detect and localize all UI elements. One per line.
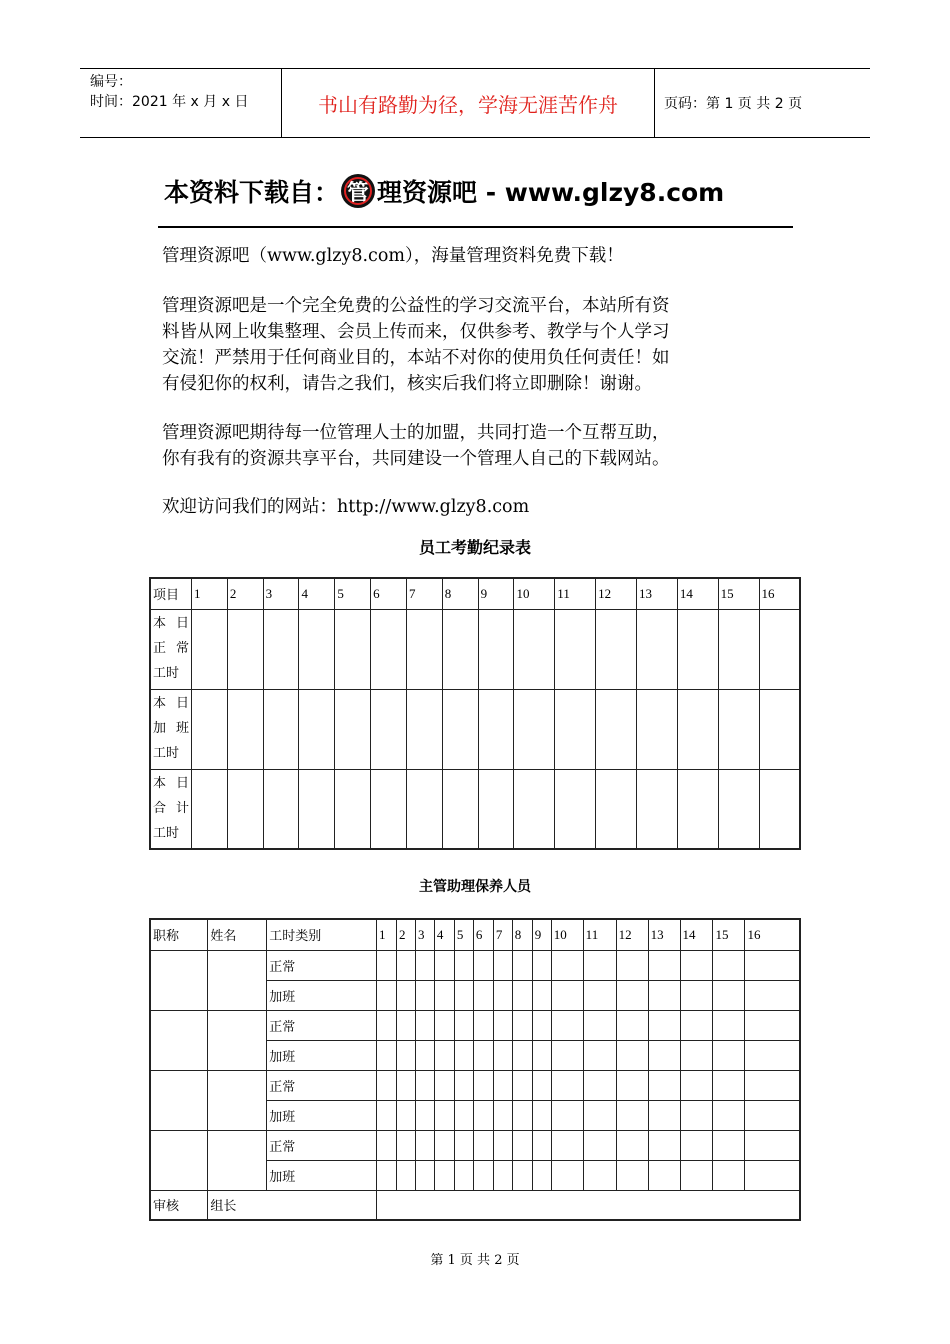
intro-text-line: 交流！严禁用于任何商业目的，本站不对你的使用负任何责任！如 [162, 348, 670, 368]
staff-name-cell[interactable] [208, 1130, 267, 1190]
table-cell[interactable] [434, 1130, 454, 1160]
table-cell[interactable] [583, 1010, 616, 1040]
table-cell[interactable] [512, 1040, 532, 1070]
table-cell[interactable] [680, 950, 713, 980]
table-row [150, 1070, 800, 1100]
banner-divider [158, 226, 793, 228]
table2-title: 主管助理保养人员 [419, 879, 531, 895]
staff-title-cell[interactable] [150, 1010, 208, 1070]
table-cell[interactable] [583, 1100, 616, 1130]
table-cell[interactable] [532, 1070, 551, 1100]
table-cell[interactable] [551, 1070, 583, 1100]
day-header: 11 [555, 578, 596, 609]
header-page-label: 页码：第 1 页 共 2 页 [664, 96, 803, 112]
table-cell[interactable] [713, 950, 745, 980]
row-label-normal-hours: 本 日 正 常 工时 [150, 609, 192, 689]
day-header: 5 [454, 919, 473, 950]
day-header: 3 [263, 578, 299, 609]
staff-rows [150, 950, 800, 1190]
table-cell[interactable] [677, 769, 718, 849]
table-cell[interactable] [396, 1160, 415, 1190]
table-cell[interactable] [759, 609, 800, 689]
table-cell[interactable] [745, 1010, 800, 1040]
day-header: 4 [434, 919, 454, 950]
table-cell[interactable] [759, 769, 800, 849]
hour-type-label: 正常 [267, 1130, 377, 1160]
day-header: 16 [759, 578, 800, 609]
table-cell[interactable] [493, 1130, 512, 1160]
table-cell[interactable] [335, 769, 371, 849]
day-header: 1 [192, 578, 228, 609]
table-cell[interactable] [514, 609, 555, 689]
staff-title-cell[interactable] [150, 1130, 208, 1190]
header-motto: 书山有路勤为径，学海无涯苦作舟 [282, 69, 655, 137]
table-cell[interactable] [512, 1070, 532, 1100]
table-cell[interactable] [512, 980, 532, 1010]
table-cell[interactable] [473, 980, 493, 1010]
day-header: 14 [680, 919, 713, 950]
table-cell[interactable] [377, 1010, 397, 1040]
day-header: 9 [478, 578, 514, 609]
table-cell[interactable] [263, 689, 299, 769]
day-header: 7 [493, 919, 512, 950]
table-cell[interactable] [583, 1040, 616, 1070]
hour-type-label: 正常 [267, 1070, 377, 1100]
table-cell[interactable] [512, 950, 532, 980]
table-cell[interactable] [415, 1070, 434, 1100]
table-cell[interactable] [396, 1130, 415, 1160]
table-cell[interactable] [555, 769, 596, 849]
table-cell[interactable] [583, 1130, 616, 1160]
table-cell[interactable] [555, 609, 596, 689]
day-header: 7 [406, 578, 442, 609]
table-cell[interactable] [745, 1100, 800, 1130]
table-cell[interactable] [718, 689, 759, 769]
leader-label: 组长 [208, 1190, 377, 1220]
table-cell[interactable] [551, 980, 583, 1010]
table-cell[interactable] [493, 1100, 512, 1130]
table-cell[interactable] [616, 1130, 648, 1160]
staff-title-cell[interactable] [150, 1070, 208, 1130]
item-header: 项目 [150, 578, 192, 609]
table-cell[interactable] [406, 689, 442, 769]
table-cell[interactable] [377, 1130, 397, 1160]
table-cell[interactable] [596, 609, 637, 689]
table-cell[interactable] [551, 950, 583, 980]
day-header: 16 [745, 919, 800, 950]
banner-site-name: 理资源吧 - www.glzy8.com [377, 178, 725, 207]
table-cell[interactable] [551, 1100, 583, 1130]
review-row [150, 1190, 800, 1220]
table-cell[interactable] [745, 950, 800, 980]
table-cell[interactable] [512, 1010, 532, 1040]
attendance-table [149, 577, 801, 850]
table-cell[interactable] [454, 1040, 473, 1070]
table-cell[interactable] [583, 980, 616, 1010]
table-cell[interactable] [532, 980, 551, 1010]
table-cell[interactable] [377, 980, 397, 1010]
table-cell[interactable] [636, 769, 677, 849]
table-cell[interactable] [713, 1040, 745, 1070]
table-cell[interactable] [263, 769, 299, 849]
table-cell[interactable] [442, 609, 478, 689]
table-cell[interactable] [473, 1100, 493, 1130]
table-cell[interactable] [713, 1100, 745, 1130]
table-cell[interactable] [493, 980, 512, 1010]
table-cell[interactable] [680, 1010, 713, 1040]
table-cell[interactable] [478, 689, 514, 769]
table-cell[interactable] [263, 609, 299, 689]
table-cell[interactable] [434, 1070, 454, 1100]
table-cell[interactable] [551, 1130, 583, 1160]
table-cell[interactable] [718, 769, 759, 849]
table-cell[interactable] [335, 609, 371, 689]
table-cell[interactable] [551, 1040, 583, 1070]
table-cell[interactable] [454, 980, 473, 1010]
table-cell[interactable] [680, 1130, 713, 1160]
document-header [80, 68, 870, 138]
table-cell[interactable] [493, 1160, 512, 1190]
table-cell[interactable] [454, 1160, 473, 1190]
table-cell[interactable] [434, 1010, 454, 1040]
intro-paragraph-invite [162, 420, 802, 472]
table-cell[interactable] [532, 1040, 551, 1070]
intro-text-line: 你有我有的资源共享平台，共同建设一个管理人自己的下载网站。 [162, 449, 670, 469]
table-cell[interactable] [680, 1040, 713, 1070]
table-cell[interactable] [473, 1070, 493, 1100]
table-cell[interactable] [648, 1100, 680, 1130]
table-cell[interactable] [335, 689, 371, 769]
table-cell[interactable] [745, 1070, 800, 1100]
table-cell[interactable] [371, 609, 407, 689]
table-cell[interactable] [415, 1160, 434, 1190]
table-cell[interactable] [192, 609, 228, 689]
table-cell[interactable] [713, 1010, 745, 1040]
table-cell[interactable] [616, 1040, 648, 1070]
table-cell[interactable] [473, 1040, 493, 1070]
table-cell[interactable] [648, 1040, 680, 1070]
table-row [150, 950, 800, 980]
staff-name-cell[interactable] [208, 950, 267, 1010]
staff-title-cell[interactable] [150, 950, 208, 1010]
table-cell[interactable] [493, 950, 512, 980]
day-header: 14 [677, 578, 718, 609]
table-cell[interactable] [299, 689, 335, 769]
table-cell[interactable] [514, 769, 555, 849]
table-cell[interactable] [648, 1070, 680, 1100]
table-cell[interactable] [680, 1100, 713, 1130]
intro-line: 管理资源吧（www.glzy8.com），海量管理资料免费下载！ [162, 246, 624, 266]
table-cell[interactable] [406, 769, 442, 849]
table-cell[interactable] [532, 950, 551, 980]
table-cell[interactable] [396, 950, 415, 980]
hour-type-label: 加班 [267, 1040, 377, 1070]
table-header-row [150, 919, 800, 950]
day-header: 3 [415, 919, 434, 950]
table-cell[interactable] [648, 950, 680, 980]
table-cell[interactable] [473, 1130, 493, 1160]
table-cell[interactable] [377, 950, 397, 980]
table-cell[interactable] [493, 1070, 512, 1100]
table-cell[interactable] [493, 1040, 512, 1070]
day-header: 13 [636, 578, 677, 609]
hour-type-label: 加班 [267, 1160, 377, 1190]
site-logo-icon: 管 [341, 174, 375, 208]
table-cell[interactable] [532, 1160, 551, 1190]
review-label: 审核 [150, 1190, 208, 1220]
hour-type-label: 加班 [267, 980, 377, 1010]
table-cell[interactable] [396, 1010, 415, 1040]
table-cell[interactable] [406, 609, 442, 689]
table-cell[interactable] [648, 980, 680, 1010]
day-header: 1 [377, 919, 397, 950]
table-cell[interactable] [371, 769, 407, 849]
table-cell[interactable] [745, 980, 800, 1010]
table-cell[interactable] [616, 980, 648, 1010]
table-cell[interactable] [415, 1100, 434, 1130]
hour-type-label: 正常 [267, 1010, 377, 1040]
table-cell[interactable] [713, 1070, 745, 1100]
intro-text-line: 管理资源吧期待每一位管理人士的加盟，共同打造一个互帮互助， [162, 423, 670, 443]
table-cell[interactable] [227, 769, 263, 849]
table-cell[interactable] [227, 689, 263, 769]
table-cell[interactable] [415, 980, 434, 1010]
table-cell[interactable] [478, 609, 514, 689]
table-cell[interactable] [616, 1070, 648, 1100]
table-cell[interactable] [434, 1040, 454, 1070]
staff-name-cell[interactable] [208, 1010, 267, 1070]
day-header: 15 [713, 919, 745, 950]
table-cell[interactable] [434, 980, 454, 1010]
day-header: 5 [335, 578, 371, 609]
table-cell[interactable] [442, 769, 478, 849]
table-cell[interactable] [648, 1010, 680, 1040]
day-header: 2 [396, 919, 415, 950]
table-cell[interactable] [636, 609, 677, 689]
table-cell[interactable] [583, 950, 616, 980]
table-cell[interactable] [713, 1130, 745, 1160]
table-cell[interactable] [551, 1010, 583, 1040]
table-cell[interactable] [532, 1130, 551, 1160]
table-cell[interactable] [745, 1040, 800, 1070]
table-row [150, 1130, 800, 1160]
time-label: 时间：2021 年 x 月 x 日 [90, 94, 249, 110]
table-cell[interactable] [415, 1010, 434, 1040]
table-cell[interactable] [227, 609, 263, 689]
table-cell[interactable] [192, 769, 228, 849]
table-cell[interactable] [442, 689, 478, 769]
page-footer: 第 1 页 共 2 页 [430, 1253, 520, 1268]
table-cell[interactable] [532, 1100, 551, 1130]
table-cell[interactable] [454, 1010, 473, 1040]
table-cell[interactable] [648, 1130, 680, 1160]
hour-type-header: 工时类别 [267, 919, 377, 950]
table-cell[interactable] [473, 1010, 493, 1040]
table-cell[interactable] [377, 1100, 397, 1130]
table-cell[interactable] [583, 1160, 616, 1190]
table-header-row [150, 578, 800, 609]
table-cell[interactable] [415, 1040, 434, 1070]
table-cell[interactable] [454, 950, 473, 980]
table-cell[interactable] [396, 1040, 415, 1070]
header-meta [80, 69, 282, 137]
day-header: 6 [371, 578, 407, 609]
table-cell[interactable] [759, 689, 800, 769]
day-header: 8 [442, 578, 478, 609]
staff-hours-table [149, 918, 801, 1221]
table-cell[interactable] [680, 1160, 713, 1190]
day-header: 12 [596, 578, 637, 609]
table-cell[interactable] [512, 1130, 532, 1160]
review-signature-cell[interactable] [377, 1190, 801, 1220]
table-cell[interactable] [396, 1070, 415, 1100]
day-header: 2 [227, 578, 263, 609]
table-cell[interactable] [512, 1100, 532, 1130]
table-cell[interactable] [377, 1070, 397, 1100]
table-cell[interactable] [377, 1160, 397, 1190]
table-cell[interactable] [680, 1070, 713, 1100]
table-cell[interactable] [713, 1160, 745, 1190]
day-header: 4 [299, 578, 335, 609]
day-header: 12 [616, 919, 648, 950]
table-cell[interactable] [371, 689, 407, 769]
hour-type-label: 正常 [267, 950, 377, 980]
table-cell[interactable] [551, 1160, 583, 1190]
day-header: 6 [473, 919, 493, 950]
day-header: 10 [551, 919, 583, 950]
day-header: 13 [648, 919, 680, 950]
table-cell[interactable] [299, 769, 335, 849]
table-cell[interactable] [478, 769, 514, 849]
day-header: 10 [514, 578, 555, 609]
table-cell[interactable] [616, 1100, 648, 1130]
download-banner [164, 170, 804, 212]
row-label-overtime-hours: 本 日 加 班 工时 [150, 689, 192, 769]
title-header: 职称 [150, 919, 208, 950]
banner-prefix: 本资料下载自： [164, 178, 340, 207]
table-cell[interactable] [596, 769, 637, 849]
staff-name-cell[interactable] [208, 1070, 267, 1130]
hour-type-label: 加班 [267, 1100, 377, 1130]
table-cell[interactable] [396, 980, 415, 1010]
table-cell[interactable] [616, 950, 648, 980]
table-cell[interactable] [299, 609, 335, 689]
table-cell[interactable] [532, 1010, 551, 1040]
table-cell[interactable] [677, 689, 718, 769]
table-cell[interactable] [745, 1160, 800, 1190]
table-cell[interactable] [514, 689, 555, 769]
day-header: 9 [532, 919, 551, 950]
table-row [150, 769, 800, 849]
table-cell[interactable] [434, 1100, 454, 1130]
table-cell[interactable] [713, 980, 745, 1010]
intro-text-line: 管理资源吧是一个完全免费的公益性的学习交流平台，本站所有资 [162, 296, 670, 316]
table-cell[interactable] [616, 1010, 648, 1040]
table-cell[interactable] [434, 950, 454, 980]
table-cell[interactable] [377, 1040, 397, 1070]
table-cell[interactable] [396, 1100, 415, 1130]
table-cell[interactable] [454, 1070, 473, 1100]
table-cell[interactable] [583, 1070, 616, 1100]
table-cell[interactable] [192, 689, 228, 769]
table-cell[interactable] [677, 609, 718, 689]
day-header: 8 [512, 919, 532, 950]
table-cell[interactable] [493, 1010, 512, 1040]
table-cell[interactable] [415, 1130, 434, 1160]
table-cell[interactable] [473, 950, 493, 980]
table-cell[interactable] [434, 1160, 454, 1190]
table-row [150, 609, 800, 689]
table-cell[interactable] [680, 980, 713, 1010]
table-cell[interactable] [454, 1100, 473, 1130]
table-cell[interactable] [596, 689, 637, 769]
table-cell[interactable] [512, 1160, 532, 1190]
number-label: 编号： [90, 74, 132, 90]
table-row [150, 1010, 800, 1040]
table-cell[interactable] [636, 689, 677, 769]
intro-paragraph-disclaimer [162, 293, 802, 397]
table-cell[interactable] [648, 1160, 680, 1190]
table-cell[interactable] [473, 1160, 493, 1190]
table-cell[interactable] [415, 950, 434, 980]
table-cell[interactable] [718, 609, 759, 689]
day-header: 11 [583, 919, 616, 950]
table-row [150, 689, 800, 769]
table-cell[interactable] [745, 1130, 800, 1160]
table-cell[interactable] [616, 1160, 648, 1190]
table1-title: 员工考勤纪录表 [418, 538, 531, 557]
intro-website-line: 欢迎访问我们的网站：http://www.glzy8.com [162, 497, 530, 517]
day-header: 15 [718, 578, 759, 609]
name-header: 姓名 [208, 919, 267, 950]
intro-text-line: 有侵犯你的权利，请告之我们，核实后我们将立即删除！谢谢。 [162, 374, 652, 394]
table-cell[interactable] [454, 1130, 473, 1160]
table-cell[interactable] [555, 689, 596, 769]
intro-text-line: 料皆从网上收集整理、会员上传而来，仅供参考、教学与个人学习 [162, 322, 670, 342]
row-label-total-hours: 本 日 合 计 工时 [150, 769, 192, 849]
